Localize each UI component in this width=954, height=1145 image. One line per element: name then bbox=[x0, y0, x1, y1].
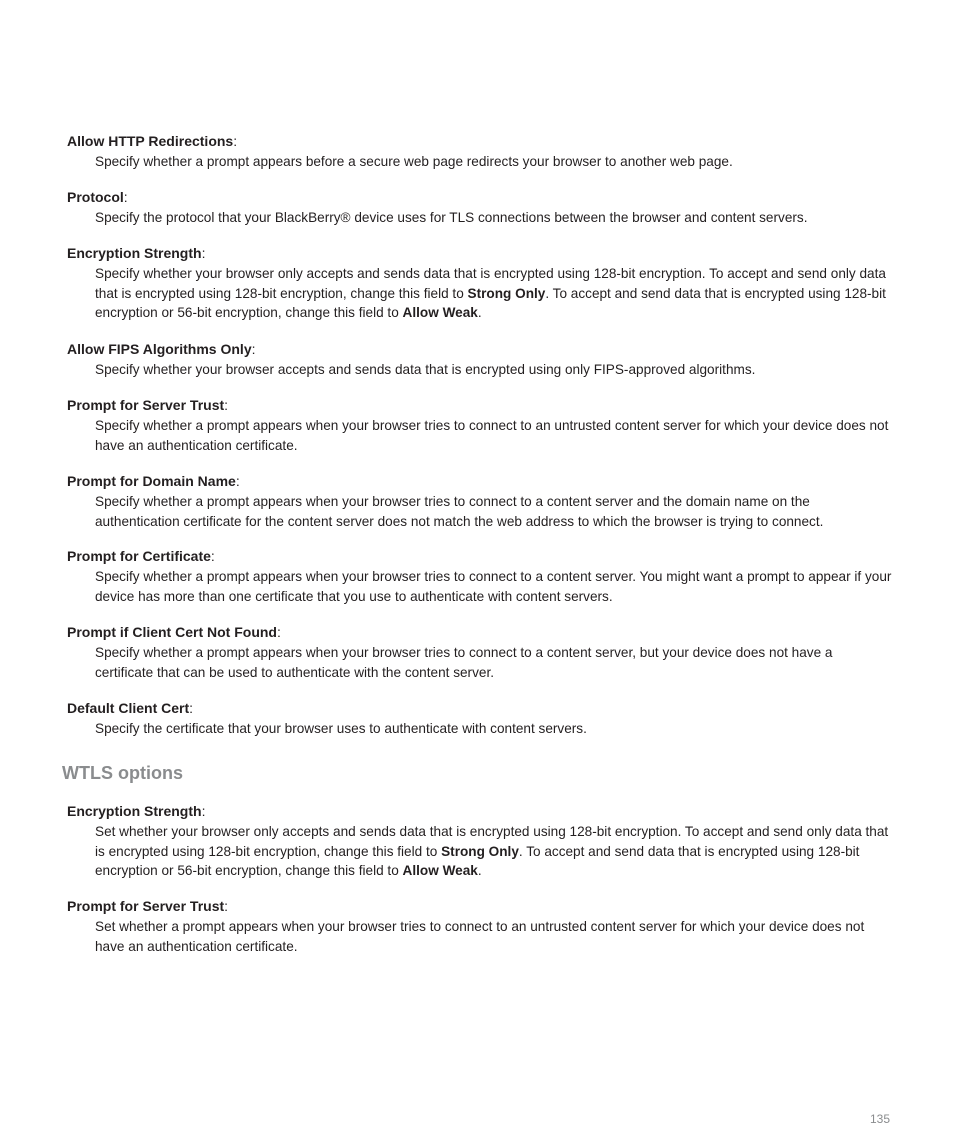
option-entry-prompt-for-certificate bbox=[67, 546, 897, 606]
option-term bbox=[67, 801, 897, 821]
option-entry-allow-fips-algorithms-only bbox=[67, 339, 897, 380]
option-term-colon: : bbox=[276, 624, 281, 640]
option-entry-encryption-strength bbox=[67, 801, 897, 881]
option-term-colon: : bbox=[201, 803, 206, 819]
section-heading-wtls-options: WTLS options bbox=[62, 763, 183, 783]
description-text: Specify whether a prompt appears when your browser tries to connect to a content server and the domain name on the authentication certificate for the content server does not match the web address to which the browser is trying to connect. bbox=[95, 494, 824, 529]
option-description bbox=[95, 719, 893, 739]
description-text: Specify whether your browser only accepts and sends data that is encrypted using 128-bit encryption. To accept and send only data that is encrypted using 128-bit encryption, change this field to bbox=[95, 266, 886, 301]
option-term bbox=[67, 471, 897, 491]
option-term-label: Protocol bbox=[67, 189, 124, 205]
option-term-label: Prompt for Certificate bbox=[67, 548, 211, 564]
option-term bbox=[67, 395, 897, 415]
option-entry-encryption-strength bbox=[67, 243, 897, 323]
option-term-colon: : bbox=[224, 898, 229, 914]
description-text: Set whether your browser only accepts and sends data that is encrypted using 128-bit encryption. To accept and send only data that is encrypted using 128-bit encryption, change this field to bbox=[95, 824, 889, 859]
option-description bbox=[95, 643, 893, 682]
description-text: Specify the protocol that your BlackBerry® device uses for TLS connections between the browser and content servers. bbox=[95, 210, 808, 225]
option-entry-default-client-cert bbox=[67, 698, 897, 739]
description-text: . bbox=[477, 863, 482, 879]
option-term-colon: : bbox=[189, 700, 194, 716]
description-text: Specify whether a prompt appears when your browser tries to connect to an untrusted content server for which your device does not have an authentication certificate. bbox=[95, 418, 889, 453]
option-term-label: Allow FIPS Algorithms Only bbox=[67, 341, 252, 357]
page-number: 135 bbox=[869, 1112, 890, 1126]
option-entry-prompt-for-server-trust bbox=[67, 896, 897, 956]
option-term-colon: : bbox=[235, 473, 240, 489]
option-term bbox=[67, 546, 897, 566]
option-term-colon: : bbox=[224, 397, 229, 413]
option-description bbox=[95, 822, 893, 881]
option-description bbox=[95, 917, 893, 956]
option-term bbox=[67, 896, 897, 916]
option-entry-allow-http-redirections bbox=[67, 131, 897, 172]
option-description bbox=[95, 416, 893, 455]
description-text: Specify the certificate that your browser uses to authenticate with content servers. bbox=[95, 721, 587, 736]
option-description bbox=[95, 492, 893, 531]
option-term bbox=[67, 131, 897, 151]
option-entry-protocol bbox=[67, 187, 897, 228]
option-term bbox=[67, 243, 897, 263]
description-text: Specify whether a prompt appears before a secure web page redirects your browser to another web page. bbox=[95, 154, 733, 169]
option-term-label: Prompt for Domain Name bbox=[67, 473, 236, 489]
option-value-name: Allow Weak bbox=[402, 305, 478, 321]
option-description bbox=[95, 567, 893, 606]
option-entry-prompt-for-server-trust bbox=[67, 395, 897, 455]
option-value-name: Allow Weak bbox=[402, 863, 478, 879]
option-description bbox=[95, 360, 893, 380]
option-description bbox=[95, 264, 893, 323]
option-term-colon: : bbox=[123, 189, 128, 205]
option-term bbox=[67, 339, 897, 359]
description-text: Specify whether your browser accepts and sends data that is encrypted using only FIPS-approved algorithms. bbox=[95, 362, 756, 377]
option-term-label: Prompt for Server Trust bbox=[67, 898, 225, 914]
option-term-label: Encryption Strength bbox=[67, 245, 202, 261]
option-term-label: Allow HTTP Redirections bbox=[67, 133, 234, 149]
option-term-colon: : bbox=[233, 133, 238, 149]
description-text: . To accept and send data that is encrypted using 128-bit encryption or 56-bit encryption, change this field to bbox=[95, 843, 860, 879]
option-term-colon: : bbox=[201, 245, 206, 261]
option-term-label: Default Client Cert bbox=[67, 700, 190, 716]
option-term-label: Prompt if Client Cert Not Found bbox=[67, 624, 277, 640]
option-description bbox=[95, 152, 893, 172]
option-entry-prompt-for-domain-name bbox=[67, 471, 897, 531]
option-term-label: Prompt for Server Trust bbox=[67, 397, 225, 413]
description-text: Specify whether a prompt appears when your browser tries to connect to a content server, but your device does not have a certificate that can be used to authenticate with the content server. bbox=[95, 645, 833, 680]
option-term-colon: : bbox=[251, 341, 256, 357]
option-term bbox=[67, 698, 897, 718]
option-term bbox=[67, 622, 897, 642]
option-value-name: Strong Only bbox=[467, 285, 546, 301]
option-entry-prompt-if-client-cert-not-found bbox=[67, 622, 897, 682]
option-term bbox=[67, 187, 897, 207]
description-text: . bbox=[477, 305, 482, 321]
description-text: Specify whether a prompt appears when your browser tries to connect to a content server. You might want a prompt to appear if your device has more than one certificate that you use to authenticate with content servers. bbox=[95, 569, 892, 604]
option-term-colon: : bbox=[210, 548, 215, 564]
option-term-label: Encryption Strength bbox=[67, 803, 202, 819]
description-text: . To accept and send data that is encrypted using 128-bit encryption or 56-bit encryption, change this field to bbox=[95, 285, 886, 321]
option-value-name: Strong Only bbox=[441, 843, 519, 859]
option-description bbox=[95, 208, 893, 228]
description-text: Set whether a prompt appears when your browser tries to connect to an untrusted content server for which your device does not have an authentication certificate. bbox=[95, 919, 865, 954]
